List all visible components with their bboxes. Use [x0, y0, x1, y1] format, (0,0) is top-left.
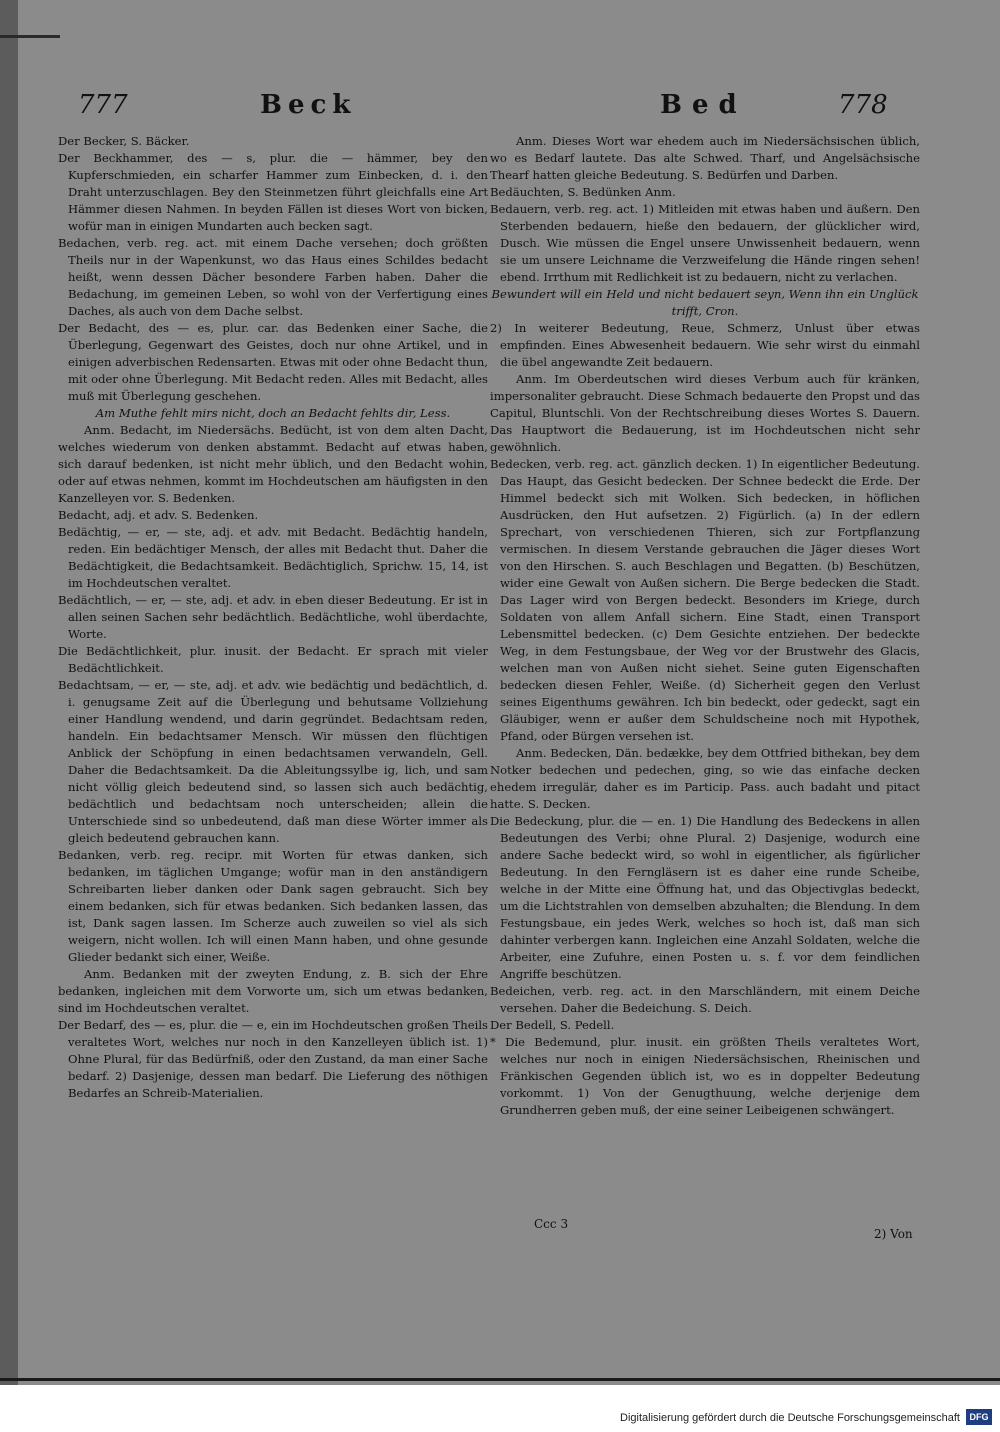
- annotation-paragraph: Anm. Bedacht, im Niedersächs. Bedücht, ist von dem alten Dacht, welches wiederum von denken abstammt. Bedacht auf etwas haben, sich darauf bedenken, ist nicht mehr üblich, und den Bedacht wohin, oder auf etwas nehmen, kommt im Hochdeutschen am häufigsten in den Kanzelleyen vor. S. Bedenken.: [58, 423, 488, 505]
- left-column: [58, 133, 488, 1102]
- annotation-paragraph: Anm. Im Oberdeutschen wird dieses Verbum auch für kränken, impersonaliter gebraucht. Diese Schmach bedauerte den Propst und das Capitul, Bluntschli. Von der Rechtschreibung dieses Wortes S. Dauern. Das Hauptwort die Bedauerung, ist im Hochdeutschen nicht sehr gewöhnlich.: [490, 372, 920, 454]
- page-number-left: 777: [78, 90, 128, 120]
- dictionary-entry: Bedachtsam, — er, — ste, adj. et adv. wie bedächtig und bedächtlich, d. i. genugsame Zeit auf die Überlegung und behutsame Vollziehung einer Handlung wendend, und darin gegründet. Bedachtsam reden, handeln. Ein bedachtsamer Mensch. Wir müssen den flüchtigen Anblick der Schöpfung in einen bedachtsamen verwandeln, Gell. Daher die Bedachtsamkeit. Da die Ableitungssylbe ig, lich, und sam nicht völlig gleich bedeutend sind, so lassen sich auch bedächtig, bedächtlich und bedachtsam noch unterscheiden; allein die Unterschiede sind so unbedeutend, daß man diese Wörter immer als gleich bedeutend gebrauchen kann.: [58, 678, 488, 845]
- annotation-paragraph: Anm. Bedanken mit der zweyten Endung, z. B. sich der Ehre bedanken, ingleichen mit dem Vorworte um, sich um etwas bedanken, sind im Hochdeutschen veraltet.: [58, 967, 488, 1015]
- quotation: Am Muthe fehlt mirs nicht, doch an Bedacht fehlts dir, Less.: [95, 406, 451, 420]
- signature-mark: Ccc 3: [534, 1217, 569, 1231]
- running-head-left: Beck: [260, 90, 357, 120]
- dictionary-entry: Die Bedeckung, plur. die — en. 1) Die Handlung des Bedeckens in allen Bedeutungen des Verbi; ohne Plural. 2) Dasjenige, wodurch eine andere Sache bedeckt wird, so wohl in eigentlicher, als figürlicher Bedeutung. In den Ferngläsern ist es daher eine runde Scheibe, welche in der Mitte eine Öffnung hat, und das Objectivglas bedeckt, um die Lichtstrahlen von demselben abzuhalten; die Blendung. In dem Festungsbaue, ein jedes Werk, welches so hoch ist, daß man sich dahinter verbergen kann. Ingleichen eine Anzahl Soldaten, welche die Arbeiter, eine Zufuhre, einen Posten u. s. f. vor dem feindlichen Angriffe beschützen.: [490, 814, 920, 981]
- dictionary-entry: Bedecken, verb. reg. act. gänzlich decken. 1) In eigentlicher Bedeutung. Das Haupt, das Gesicht bedecken. Der Schnee bedeckt die Erde. Der Himmel bedeckt sich mit Wolken. Sich bedecken, in höflichen Ausdrücken, den Hut aufsetzen. 2) Figürlich. (a) In der edlern Sprechart, von verschiedenen Thieren, sich zur Fortpflanzung vermischen. In diesem Verstande gebrauchen die Jäger dieses Wort von den Hirschen. S. auch Beschlagen und Begatten. (b) Beschützen, wider eine Gewalt von Außen sichern. Die Berge bedecken die Stadt. Das Lager wird von Bergen bedeckt. Besonders im Kriege, durch Soldaten von allem Anfall sichern. Eine Stadt, einen Transport Lebensmittel bedecken. (c) Dem Gesichte entziehen. Der bedeckte Weg, in dem Festungsbaue, der Weg vor der Brustwehr des Glacis, welchen man von Außen nicht siehet. Seine guten Eigenschaften bedecken diesen Fehler, Weiße. (d) Sicherheit gegen den Verlust seines Eigenthums gewähren. Ich bin bedeckt, oder gedeckt, sagt ein Gläubiger, wenn er außer dem Schuldscheine noch mit Hypothek, Pfand, oder Bürgen versehen ist.: [490, 457, 920, 743]
- dictionary-entry: Bedeichen, verb. reg. act. in den Marschländern, mit einem Deiche versehen. Daher die Bedeichung. S. Deich.: [490, 984, 920, 1015]
- dictionary-entry: Der Bedacht, des — es, plur. car. das Bedenken einer Sache, die Überlegung, Gegenwart des Geistes, doch nur ohne Artikel, und in einigen adverbischen Redensarten. Etwas mit oder ohne Bedacht thun, mit oder ohne Überlegung. Mit Bedacht reden. Alles mit Bedacht, alles muß mit Überlegung geschehen.: [58, 321, 488, 403]
- dictionary-entry: Bedauern, verb. reg. act. 1) Mitleiden mit etwas haben und äußern. Den Sterbenden bedauern, hieße den bedauern, der glücklicher wird, Dusch. Wie müssen die Engel unsere Unwissenheit bedauern, wenn sie um unsere Leichname die Verzweifelung die Hände ringen sehen! ebend. Irrthum mit Redlichkeit ist zu bedauern, nicht zu verlachen.: [490, 202, 920, 284]
- dictionary-entry: Bedachen, verb. reg. act. mit einem Dache versehen; doch größten Theils nur in der Wapenkunst, wo das Haus eines Schildes bedacht heißt, wenn dessen Dächer besondere Farben haben. Daher die Bedachung, im gemeinen Leben, so wohl von der Verfertigung eines Daches, als auch von dem Dache selbst.: [58, 236, 488, 318]
- dictionary-entry: Der Becker, S. Bäcker.: [58, 134, 190, 148]
- annotation-paragraph: Anm. Dieses Wort war ehedem auch im Niedersächsischen üblich, wo es Bedarf lautete. Das alte Schwed. Tharf, und Angelsächsische Thearf hatten gleiche Bedeutung. S. Bedürfen und Darben.: [490, 134, 920, 182]
- page-number-right: 778: [838, 90, 888, 120]
- dictionary-entry: Bedanken, verb. reg. recipr. mit Worten für etwas danken, sich bedanken, im täglichen Umgange; wofür man in den anständigern Schreibarten lieber danken oder Dank sagen gebraucht. Sich bey einem bedanken, sich für etwas bedanken. Sich bedanken lassen, das ist, Dank sagen lassen. Im Scherze auch zuweilen so viel als sich weigern, nicht wollen. Ich will einen Mann haben, und ohne gesunde Glieder bedankt sich einer, Weiße.: [58, 848, 488, 964]
- footer-credit: Digitalisierung gefördert durch die Deutsche Forschungsgemeinschaft: [620, 1412, 960, 1424]
- edge-mark: [0, 35, 60, 38]
- dictionary-entry: Bedäuchten, S. Bedünken Anm.: [490, 185, 676, 199]
- page-edge-shadow: [0, 0, 18, 1385]
- quotation: Bewundert will ein Held und nicht bedauert seyn, Wenn ihn ein Unglück trifft, Cron.: [491, 287, 919, 318]
- dictionary-entry: Der Beckhammer, des — s, plur. die — hämmer, bey den Kupferschmieden, ein scharfer Hammer zum Einbecken, d. i. den Draht unterzuschlagen. Bey den Steinmetzen führt gleichfalls eine Art Hämmer diesen Nahmen. In beyden Fällen ist dieses Wort von bicken, wofür man in einigen Mundarten auch becken sagt.: [58, 151, 488, 233]
- dictionary-entry: Der Bedarf, des — es, plur. die — e, ein im Hochdeutschen großen Theils veraltetes Wort, welches nur noch in den Kanzelleyen üblich ist. 1) Ohne Plural, für das Bedürfniß, oder den Zustand, da man einer Sache bedarf. 2) Dasjenige, dessen man bedarf. Die Lieferung des nöthigen Bedarfes an Schreib-Materialien.: [58, 1018, 488, 1100]
- annotation-paragraph: Anm. Bedecken, Dän. bedække, bey dem Ottfried bithekan, bey dem Notker bedechen und pedechen, ging, so wie das einfache decken ehedem irregulär, daher es im Particip. Pass. auch badaht und pitact hatte. S. Decken.: [490, 746, 920, 811]
- footer-bar: [0, 1385, 1000, 1432]
- dictionary-entry: Bedächtig, — er, — ste, adj. et adv. mit Bedacht. Bedächtig handeln, reden. Ein bedächtiger Mensch, der alles mit Bedacht thut. Daher die Bedächtigkeit, die Bedachtsamkeit. Bedächtiglich, Sprichw. 15, 14, ist im Hochdeutschen veraltet.: [58, 525, 488, 590]
- dfg-logo-icon: DFG: [966, 1409, 992, 1425]
- dictionary-entry: Die Bedächtlichkeit, plur. inusit. der Bedacht. Er sprach mit vieler Bedächtlichkeit.: [58, 644, 488, 675]
- dictionary-entry: Der Bedell, S. Pedell.: [490, 1018, 615, 1032]
- right-column: [490, 133, 920, 1119]
- dictionary-entry: 2) In weiterer Bedeutung, Reue, Schmerz, Unlust über etwas empfinden. Eines Abwesenheit bedauern. Wie sehr wirst du einmahl die übel angewandte Zeit bedauern.: [490, 321, 920, 369]
- dictionary-entry: Bedacht, adj. et adv. S. Bedenken.: [58, 508, 259, 522]
- running-head-right: Bed: [660, 90, 747, 120]
- dictionary-entry: * Die Bedemund, plur. inusit. ein größten Theils veraltetes Wort, welches nur noch in einigen Niedersächsischen, Rheinischen und Fränkischen Gegenden üblich ist, wo es in doppelter Bedeutung vorkommt. 1) Von der Genugthuung, welche derjenige dem Grundherren geben muß, der eine seiner Leibeigenen schwängert.: [490, 1035, 920, 1117]
- bottom-rule: [0, 1378, 1000, 1381]
- catchword: 2) Von: [874, 1227, 913, 1241]
- dictionary-entry: Bedächtlich, — er, — ste, adj. et adv. in eben dieser Bedeutung. Er ist in allen seinen Sachen sehr bedächtlich. Bedächtliche, wohl überdachte, Worte.: [58, 593, 488, 641]
